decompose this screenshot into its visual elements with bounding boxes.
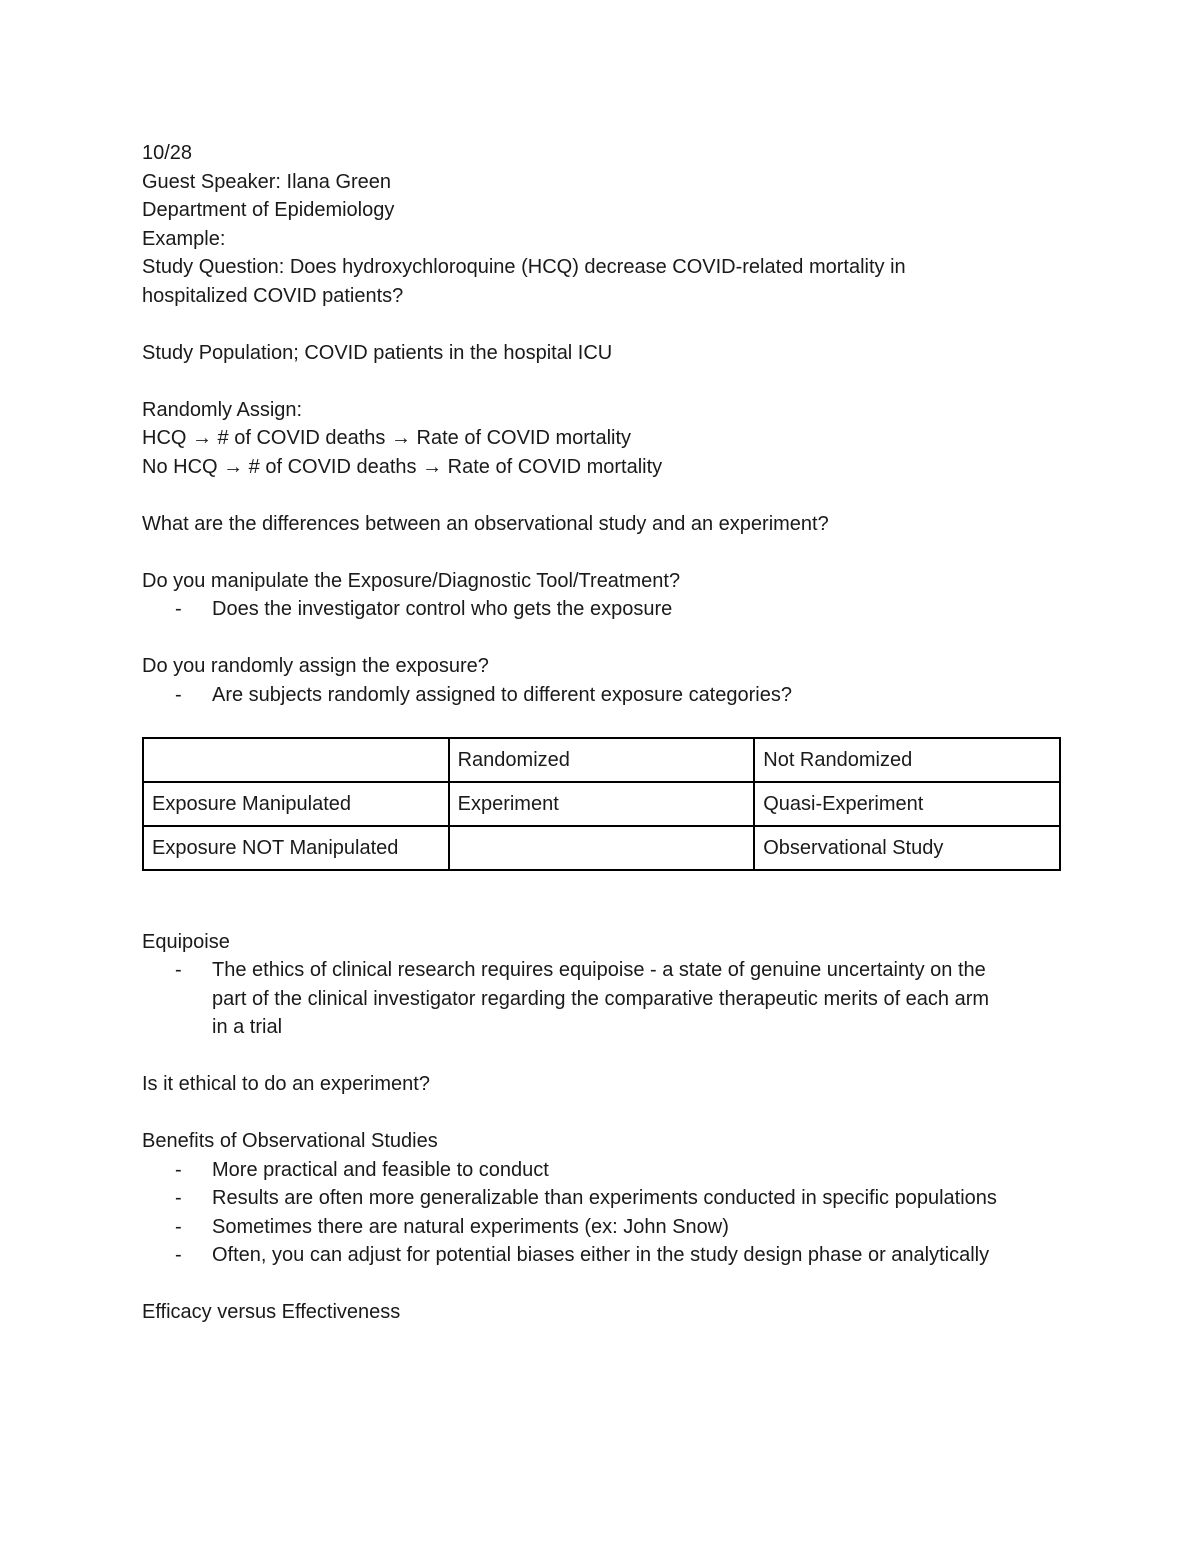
bullet-dash: - (175, 683, 182, 706)
bullet-text-line-1: The ethics of clinical research requires equipoise - a state of genuine uncertainty on the (212, 959, 986, 981)
study-question-line-2: hospitalized COVID patients? (142, 284, 404, 307)
spacer (142, 367, 1062, 396)
bullet-dash: - (175, 598, 182, 620)
spacer (142, 899, 1062, 928)
table-cell: Randomized (449, 738, 755, 782)
table-cell: Quasi-Experiment (754, 782, 1060, 826)
bullet-text: Are subjects randomly assigned to different exposure categories? (212, 683, 792, 706)
bullet-dash: - (175, 1187, 182, 1209)
assign-no-hcq-line: No HCQ → # of COVID deaths → Rate of COVID mortality (142, 455, 663, 478)
study-design-table (142, 737, 1061, 871)
table-header-row (143, 738, 1060, 782)
study-question-line-1: Study Question: Does hydroxychloroquine (HCQ) decrease COVID-related mortality in (142, 256, 906, 278)
table-cell: Observational Study (754, 826, 1060, 870)
table-cell: Exposure NOT Manipulated (143, 826, 449, 870)
bullet-text-line-3: in a trial (212, 1016, 283, 1038)
list-item (142, 956, 1062, 1042)
document-page (142, 139, 1062, 1327)
list-item (142, 595, 1062, 624)
bullet-dash: - (175, 1215, 182, 1238)
list-item (142, 1156, 1062, 1185)
spacer (142, 310, 1062, 339)
department-line: Department of Epidemiology (142, 199, 395, 221)
bullet-text: Sometimes there are natural experiments (ex: John Snow) (212, 1215, 729, 1238)
random-question: Do you randomly assign the exposure? (142, 655, 489, 677)
benefits-bullet-list (142, 1156, 1062, 1270)
equipoise-heading: Equipoise (142, 930, 230, 953)
spacer (142, 1042, 1062, 1071)
table-cell (143, 738, 449, 782)
bullet-dash: - (175, 1244, 182, 1266)
list-item (142, 1241, 1062, 1270)
bullet-text-line-2: part of the clinical investigator regarding the comparative therapeutic merits of each arm (212, 987, 990, 1010)
table-cell: Not Randomized (754, 738, 1060, 782)
study-design-table-wrap (142, 737, 1062, 871)
ethical-question: Is it ethical to do an experiment? (142, 1073, 430, 1095)
table-row (143, 826, 1060, 870)
randomly-assign-label: Randomly Assign: (142, 398, 303, 421)
table-cell (449, 826, 755, 870)
manipulate-question: Do you manipulate the Exposure/Diagnostic Tool/Treatment? (142, 569, 681, 592)
bullet-dash: - (175, 959, 182, 981)
date-line: 10/28 (142, 142, 193, 164)
manipulate-bullet-list (142, 595, 1062, 624)
bullet-text: Often, you can adjust for potential biases either in the study design phase or analytically (212, 1244, 990, 1266)
equipoise-bullet-list (142, 956, 1062, 1042)
spacer (142, 624, 1062, 653)
spacer (142, 1099, 1062, 1128)
spacer (142, 1270, 1062, 1299)
efficacy-heading: Efficacy versus Effectiveness (142, 1301, 401, 1323)
table-row (143, 782, 1060, 826)
table-cell: Exposure Manipulated (143, 782, 449, 826)
list-item (142, 1213, 1062, 1242)
random-bullet-list (142, 681, 1062, 710)
list-item (142, 681, 1062, 710)
bullet-text: Does the investigator control who gets the exposure (212, 598, 673, 620)
bullet-text: More practical and feasible to conduct (212, 1158, 549, 1181)
assign-hcq-line: HCQ → # of COVID deaths → Rate of COVID mortality (142, 427, 632, 449)
example-label: Example: (142, 227, 226, 250)
spacer (142, 538, 1062, 567)
list-item (142, 1184, 1062, 1213)
benefits-heading: Benefits of Observational Studies (142, 1130, 438, 1152)
table-cell: Experiment (449, 782, 755, 826)
speaker-line: Guest Speaker: Ilana Green (142, 170, 392, 193)
study-population: Study Population; COVID patients in the hospital ICU (142, 341, 613, 364)
differences-question: What are the differences between an observational study and an experiment? (142, 512, 829, 535)
bullet-text: Results are often more generalizable than experiments conducted in specific populations (212, 1187, 997, 1209)
bullet-dash: - (175, 1158, 182, 1181)
spacer (142, 481, 1062, 510)
